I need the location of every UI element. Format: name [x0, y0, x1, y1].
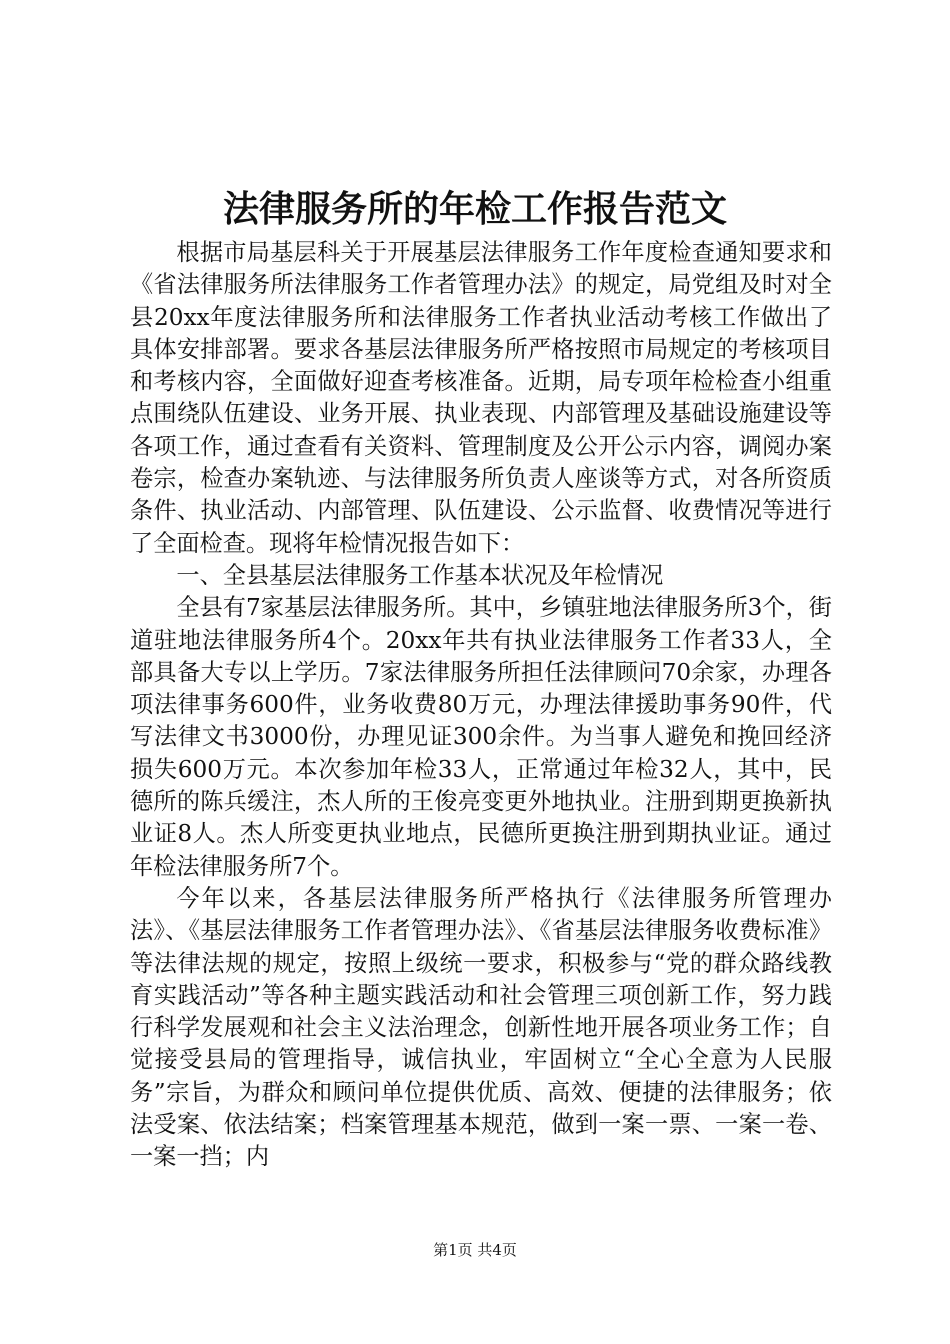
section-heading-1: 一、全县基层法律服务工作基本状况及年检情况 [176, 561, 664, 589]
page-footer: 第1页 共4页 [433, 1241, 517, 1259]
document-title: 法律服务所的年检工作报告范文 [222, 188, 727, 230]
paragraph-work: 今年以来，各基层法律服务所严格执行《法律服务所管理办法》、《基层法律服务工作者管理办法》、《省基层法律服务收费标准》等法律法规的规定，按照上级统一要求，积极参与“党的群众路线教育实践活动”等各种主题实践活动和社会管理三项创新工作，努力践行科学发展观和社会主义法治理念，创新性地开展各项业务工作；自觉接受县局的管理指导，诚信执业，牢固树立“全心全意为人民服务”宗旨，为群众和顾问单位提供优质、高效、便捷的法律服务；依法受案、依法结案；档案管理基本规范，做到一案一票、一案一卷、一案一挡；内 [130, 884, 832, 1171]
document-body [130, 237, 832, 1174]
paragraph-intro: 根据市局基层科关于开展基层法律服务工作年度检查通知要求和《省法律服务所法律服务工作者管理办法》的规定，局党组及时对全县20xx年度法律服务所和法律服务工作者执业活动考核工作做出了具体安排部署。要求各基层法律服务所严格按照市局规定的考核项目和考核内容，全面做好迎查考核准备。近期，局专项年检检查小组重点围绕队伍建设、业务开展、执业表现、内部管理及基础设施建设等各项工作，通过查看有关资料、管理制度及公开公示内容，调阅办案卷宗，检查办案轨迹、与法律服务所负责人座谈等方式，对各所资质条件、执业活动、内部管理、队伍建设、公示监督、收费情况等进行了全面检查。现将年检情况报告如下： [130, 239, 832, 557]
paragraph-status: 全县有7家基层法律服务所。其中，乡镇驻地法律服务所3个，街道驻地法律服务所4个。20xx年共有执业法律服务工作者33人，全部具备大专以上学历。7家法律服务所担任法律顾问70余家，办理各项法律事务600件，业务收费80万元，办理法律援助事务90件，代写法律文书3000份，办理见证300余件。为当事人避免和挽回经济损失600万元。本次参加年检33人，正常通过年检32人，其中，民德所的陈兵缓注，杰人所的王俊亮变更外地执业。注册到期更换新执业证8人。杰人所变更执业地点，民德所更换注册到期执业证。通过年检法律服务所7个。 [130, 594, 832, 880]
